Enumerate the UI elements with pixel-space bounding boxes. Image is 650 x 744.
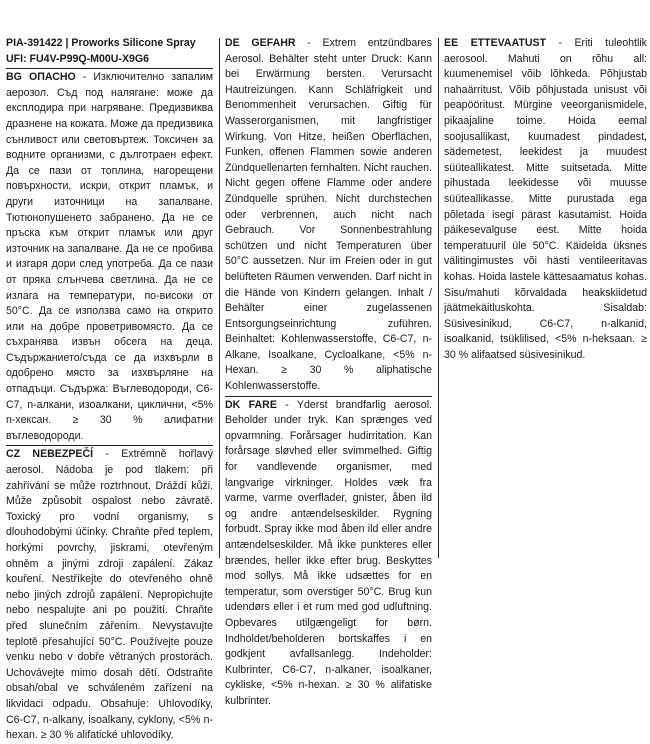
column-divider (219, 38, 220, 558)
divider (6, 68, 213, 69)
text-column-2 (225, 36, 432, 707)
section-ee (444, 36, 647, 363)
section-cz-body: - Extrémně hořlavý aerosol. Nádoba je pod tlakem: při zahřívání se může roztrhnout. Dráždí kůži. Může způsobit ospalost nebo závratě. Toxický pro vodní organismy, s dlouhodobými účinky. Chraňte před teplem, horkými povrchy, jiskrami, otevřeným ohněm a jinými zdroji zapálení. Zákaz kouření. Nestříkejte do otevřeného ohně nebo jiných zdrojů zapálení. Nepropichujte nebo nespalujte ani po použití. Chraňte před slunečním zářením. Nevystavujte teplotě přesahující 50°C. Používejte pouze venku nebo v dobře větraných prostorách. Uchovávejte mimo dosah dětí. Odstraňte obsah/obal ve schváleném zařízení na likvidaci odpadu. Obsahuje: Uhlovodíky, C6-C7, n-alkany, isoalkany, cyklony, <5% n-hexan. ≥ 30 % alifatické uhlovodíky. (6, 448, 213, 742)
column-divider (438, 38, 439, 558)
section-bg-body: - Изключително запалим аерозол. Съд под налягане: може да експлодира при нагряване. Предизвиква дразнене на кожата. Може да предизвика сънливост или световъртеж. Токсичен за водните организми, с дълготраен ефект. Да се пази от топлина, нагорещени повърхности, искри, открит пламък, и други източници на запалване. Тютюнопушенето забранено. Да не се пръска към открит пламък или друг източник на запалване. Да не се пробива и изгаря дори след употреба. Да се пази от пряка слънчева светлина. Да не се излага на температури, по-високи от 50°C. Да се използва само на открито или на добре проветривомясто. Да се съхранява извън обсега на деца. Съдържанието/съда се да изхвърли в одобрено място за изхвърляне на отпадъци. Съдържа: Въглеводороди, C6-C7, n-алкани, изоалкани, циклични, <5% n-хексан. ≥ 30 % алифатни въглеводороди. (6, 71, 213, 442)
section-de (225, 36, 432, 395)
section-dk-heading: DK FARE (225, 398, 277, 411)
section-ee-body: - Eriti tuleohtlik aerosool. Mahuti on rõhu all: kuumenemisel võib lõhkeda. Põhjustab nahaärritust. Võib põhjustada unisust või peapööritust. Mürgine veeorganismidele, pikaajaline toime. Hoida eemal soojusallikast, kuumadest pindadest, sädemetest, leekidest ja muudest süüteallikatest. Mitte suitsetada. Mitte pihustada leekidesse või muusse süüteallikasse. Mitte purustada ega põletada isegi pärast kasutamist. Hoida päikesevalguse eest. Mitte hoida temperatuuril üle 50°C. Käidelda üksnes välitingimustes või hästi ventileeritavas kohas. Hoida lastele kättesaamatus kohas. Sisu/mahuti kõrvaldada heakskiidetud jäätmekäitluskohta. Sisaldab: Süsivesinikud, C6-C7, n-alkanid, isoalkanid, tsüklilised, <5% n-heksaan. ≥ 30 % alifaatsed süsivesinikud. (444, 37, 647, 361)
section-dk-body: - Yderst brandfarlig aerosol. Beholder under tryk. Kan sprænges ved opvarmning. Forårsager hudirritation. Kan forårsage sløvhed eller svimmelhed. Giftig for vandlevende organismer, med langvarige virkninger. Holdes væk fra varme, varme overflader, gnister, åben ild og andre antændelseskilder. Rygning forbudt. Spray ikke mod åben ild eller andre antændelseskilder. Må ikke punkteres eller brændes, heller ikke efter brug. Beskyttes mod sollys. Må ikke udsættes for en temperatur, som overstiger 50°C. Brug kun udendørs eller i et rum med god udluftning. Opbevares utilgængeligt for børn. Indholdet/beholderen bortskaffes i en godkjent avfallsanlegg. Indeholder: Kulbrinter, C6-C7, n-alkaner, isoalkaner, cykliske, <5% n-hexan. ≥ 30 % alifatiske kulbrinter. (225, 398, 432, 707)
divider (225, 396, 432, 397)
section-cz-heading: CZ NEBEZPEČÍ (6, 448, 94, 461)
section-de-body: - Extrem entzündbares Aerosol. Behälter steht unter Druck: Kann bei Erwärmung bersten. Verursacht Hautreizungen. Kann Schläfrigkeit und Benommenheit verursachen. Giftig für Wasserorganismen, mit langfristiger Wirkung. Von Hitze, heißen Oberflächen, Funken, offenen Flammen sowie anderen Zündquellenarten fernhalten. Nicht rauchen. Nicht gegen offene Flamme oder andere Zündquelle sprühen. Nicht durchstechen oder verbrennen, auch nicht nach Gebrauch. Vor Sonnenbestrahlung schützen und nicht Temperaturen über 50°C aussetzen. Nur im Freien oder in gut belüfteten Räumen verwenden. Darf nicht in die Hände von Kindern gelangen. Inhalt / Behälter einer zugelassenen Entsorgungseinrichtung zuführen. Beinhaltet: Kohlenwasserstoffe, C6-C7, n-Alkane, Isoalkane, Cycloalkane, <5% n-Hexan. ≥ 30 % aliphatische Kohlenwasserstoffe. (225, 37, 432, 393)
section-de-heading: DE GEFAHR (225, 37, 296, 49)
section-dk (225, 398, 432, 710)
section-bg (6, 70, 213, 444)
ufi-code: UFI: FU4V-P99Q-M00U-X9G6 (6, 52, 150, 65)
section-bg-heading: BG ОПАСНО (6, 71, 76, 84)
section-cz (6, 447, 213, 743)
text-column-1 (6, 36, 213, 742)
section-ee-heading: EE ETTEVAATUST (444, 37, 547, 49)
product-title: PIA-391422 | Proworks Silicone Spray (6, 37, 196, 49)
divider (6, 445, 213, 446)
text-column-3 (444, 36, 647, 566)
